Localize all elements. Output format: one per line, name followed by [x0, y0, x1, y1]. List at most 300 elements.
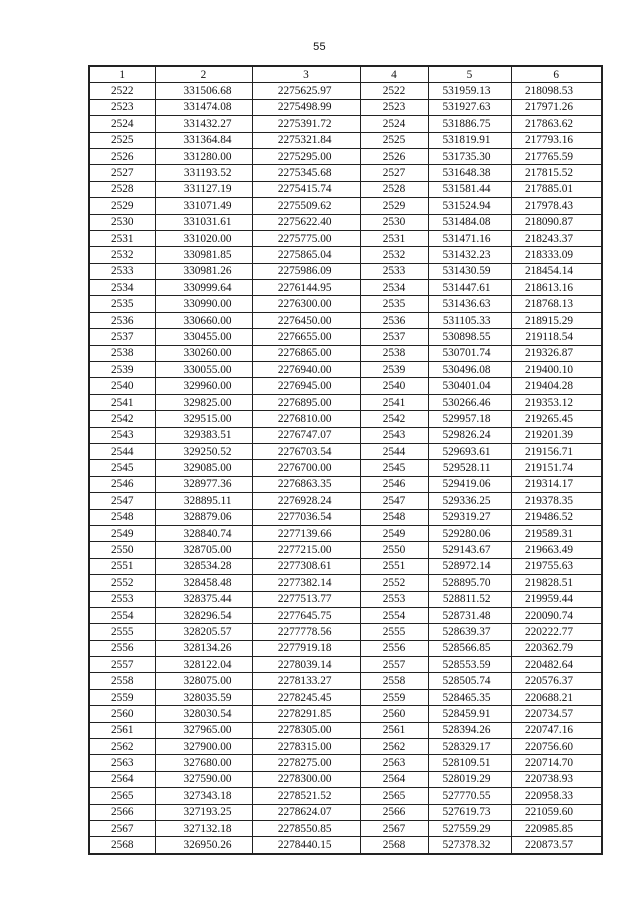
point-number-a-cell: 2568	[89, 837, 155, 854]
y-coordinate-a-cell: 2278133.27	[252, 673, 360, 689]
point-number-b-cell: 2525	[360, 132, 428, 148]
x-coordinate-a-cell: 328705.00	[155, 542, 252, 558]
y-coordinate-a-cell: 2275321.84	[252, 132, 360, 148]
table-row	[89, 722, 602, 738]
x-coordinate-b-cell: 528566.85	[428, 640, 511, 656]
point-number-b-cell: 2568	[360, 837, 428, 854]
table-row	[89, 820, 602, 836]
table-row	[89, 804, 602, 820]
point-number-a-cell: 2555	[89, 624, 155, 640]
y-coordinate-b-cell: 219378.35	[511, 493, 602, 509]
y-coordinate-a-cell: 2277513.77	[252, 591, 360, 607]
point-number-b-cell: 2530	[360, 214, 428, 230]
x-coordinate-a-cell: 330999.64	[155, 280, 252, 296]
table-row	[89, 673, 602, 689]
point-number-a-cell: 2545	[89, 460, 155, 476]
point-number-b-cell: 2547	[360, 493, 428, 509]
table-row	[89, 116, 602, 132]
point-number-b-cell: 2533	[360, 263, 428, 279]
y-coordinate-b-cell: 220958.33	[511, 788, 602, 804]
y-coordinate-a-cell: 2278305.00	[252, 722, 360, 738]
point-number-b-cell: 2527	[360, 165, 428, 181]
table-row	[89, 181, 602, 197]
x-coordinate-b-cell: 528109.51	[428, 755, 511, 771]
point-number-b-cell: 2546	[360, 476, 428, 492]
y-coordinate-b-cell: 219201.39	[511, 427, 602, 443]
table-row	[89, 493, 602, 509]
point-number-a-cell: 2530	[89, 214, 155, 230]
table-row	[89, 148, 602, 164]
y-coordinate-a-cell: 2277645.75	[252, 607, 360, 623]
y-coordinate-b-cell: 220482.64	[511, 657, 602, 673]
y-coordinate-b-cell: 218613.16	[511, 280, 602, 296]
y-coordinate-b-cell: 218098.53	[511, 83, 602, 99]
table-row	[89, 329, 602, 345]
y-coordinate-a-cell: 2275391.72	[252, 116, 360, 132]
column-header-4: 4	[360, 66, 428, 83]
y-coordinate-a-cell: 2278440.15	[252, 837, 360, 854]
x-coordinate-a-cell: 331364.84	[155, 132, 252, 148]
x-coordinate-a-cell: 327193.25	[155, 804, 252, 820]
y-coordinate-a-cell: 2275345.68	[252, 165, 360, 181]
table-row	[89, 624, 602, 640]
x-coordinate-a-cell: 327680.00	[155, 755, 252, 771]
table-row	[89, 443, 602, 459]
point-number-b-cell: 2541	[360, 394, 428, 410]
point-number-b-cell: 2548	[360, 509, 428, 525]
point-number-b-cell: 2551	[360, 558, 428, 574]
y-coordinate-a-cell: 2277919.18	[252, 640, 360, 656]
y-coordinate-b-cell: 219118.54	[511, 329, 602, 345]
y-coordinate-b-cell: 218333.09	[511, 247, 602, 263]
table-row	[89, 362, 602, 378]
table-row	[89, 198, 602, 214]
y-coordinate-b-cell: 220576.37	[511, 673, 602, 689]
x-coordinate-b-cell: 531581.44	[428, 181, 511, 197]
y-coordinate-a-cell: 2278291.85	[252, 706, 360, 722]
point-number-b-cell: 2526	[360, 148, 428, 164]
point-number-a-cell: 2542	[89, 411, 155, 427]
y-coordinate-a-cell: 2275295.00	[252, 148, 360, 164]
y-coordinate-b-cell: 219400.10	[511, 362, 602, 378]
point-number-a-cell: 2559	[89, 689, 155, 705]
y-coordinate-b-cell: 217815.52	[511, 165, 602, 181]
table-row	[89, 837, 602, 854]
y-coordinate-a-cell: 2277215.00	[252, 542, 360, 558]
point-number-b-cell: 2531	[360, 230, 428, 246]
column-header-6: 6	[511, 66, 602, 83]
table-row	[89, 132, 602, 148]
x-coordinate-b-cell: 530898.55	[428, 329, 511, 345]
x-coordinate-b-cell: 528731.48	[428, 607, 511, 623]
x-coordinate-a-cell: 331474.08	[155, 99, 252, 115]
x-coordinate-a-cell: 329383.51	[155, 427, 252, 443]
point-number-a-cell: 2538	[89, 345, 155, 361]
point-number-b-cell: 2529	[360, 198, 428, 214]
table-row	[89, 378, 602, 394]
point-number-a-cell: 2539	[89, 362, 155, 378]
x-coordinate-a-cell: 330981.26	[155, 263, 252, 279]
x-coordinate-a-cell: 328296.54	[155, 607, 252, 623]
x-coordinate-b-cell: 528505.74	[428, 673, 511, 689]
table-row	[89, 99, 602, 115]
x-coordinate-b-cell: 528895.70	[428, 575, 511, 591]
table-header-row	[89, 66, 602, 83]
y-coordinate-a-cell: 2277036.54	[252, 509, 360, 525]
x-coordinate-a-cell: 331020.00	[155, 230, 252, 246]
point-number-a-cell: 2532	[89, 247, 155, 263]
table-row	[89, 509, 602, 525]
x-coordinate-a-cell: 329515.00	[155, 411, 252, 427]
y-coordinate-b-cell: 220090.74	[511, 607, 602, 623]
point-number-a-cell: 2558	[89, 673, 155, 689]
x-coordinate-a-cell: 329085.00	[155, 460, 252, 476]
point-number-b-cell: 2562	[360, 739, 428, 755]
y-coordinate-b-cell: 219959.44	[511, 591, 602, 607]
y-coordinate-b-cell: 218454.14	[511, 263, 602, 279]
table-row	[89, 214, 602, 230]
x-coordinate-b-cell: 529419.06	[428, 476, 511, 492]
y-coordinate-b-cell: 220714.70	[511, 755, 602, 771]
y-coordinate-b-cell: 219486.52	[511, 509, 602, 525]
point-number-b-cell: 2565	[360, 788, 428, 804]
y-coordinate-a-cell: 2276655.00	[252, 329, 360, 345]
table-row	[89, 411, 602, 427]
table-row	[89, 263, 602, 279]
y-coordinate-a-cell: 2276450.00	[252, 312, 360, 328]
point-number-b-cell: 2542	[360, 411, 428, 427]
x-coordinate-a-cell: 327965.00	[155, 722, 252, 738]
x-coordinate-b-cell: 531959.13	[428, 83, 511, 99]
point-number-b-cell: 2561	[360, 722, 428, 738]
y-coordinate-b-cell: 218243.37	[511, 230, 602, 246]
x-coordinate-a-cell: 329250.52	[155, 443, 252, 459]
x-coordinate-b-cell: 527559.29	[428, 820, 511, 836]
y-coordinate-a-cell: 2276940.00	[252, 362, 360, 378]
y-coordinate-b-cell: 217793.16	[511, 132, 602, 148]
y-coordinate-b-cell: 220222.77	[511, 624, 602, 640]
point-number-b-cell: 2564	[360, 771, 428, 787]
x-coordinate-a-cell: 331193.52	[155, 165, 252, 181]
page-number: 55	[313, 41, 326, 53]
point-number-b-cell: 2560	[360, 706, 428, 722]
x-coordinate-b-cell: 531430.59	[428, 263, 511, 279]
y-coordinate-a-cell: 2278521.52	[252, 788, 360, 804]
x-coordinate-b-cell: 528639.37	[428, 624, 511, 640]
point-number-b-cell: 2555	[360, 624, 428, 640]
point-number-b-cell: 2557	[360, 657, 428, 673]
y-coordinate-a-cell: 2276300.00	[252, 296, 360, 312]
point-number-b-cell: 2539	[360, 362, 428, 378]
point-number-a-cell: 2527	[89, 165, 155, 181]
x-coordinate-a-cell: 329825.00	[155, 394, 252, 410]
y-coordinate-a-cell: 2276865.00	[252, 345, 360, 361]
y-coordinate-a-cell: 2275622.40	[252, 214, 360, 230]
y-coordinate-a-cell: 2276895.00	[252, 394, 360, 410]
point-number-b-cell: 2556	[360, 640, 428, 656]
point-number-a-cell: 2522	[89, 83, 155, 99]
x-coordinate-a-cell: 328879.06	[155, 509, 252, 525]
y-coordinate-a-cell: 2276810.00	[252, 411, 360, 427]
table-row	[89, 460, 602, 476]
table-row	[89, 542, 602, 558]
table-row	[89, 345, 602, 361]
y-coordinate-b-cell: 219755.63	[511, 558, 602, 574]
x-coordinate-b-cell: 529528.11	[428, 460, 511, 476]
x-coordinate-a-cell: 328977.36	[155, 476, 252, 492]
y-coordinate-b-cell: 219663.49	[511, 542, 602, 558]
point-number-b-cell: 2535	[360, 296, 428, 312]
table-row	[89, 165, 602, 181]
y-coordinate-a-cell: 2276945.00	[252, 378, 360, 394]
x-coordinate-b-cell: 531471.16	[428, 230, 511, 246]
x-coordinate-a-cell: 328840.74	[155, 525, 252, 541]
y-coordinate-a-cell: 2275415.74	[252, 181, 360, 197]
y-coordinate-a-cell: 2276747.07	[252, 427, 360, 443]
x-coordinate-b-cell: 531648.38	[428, 165, 511, 181]
point-number-b-cell: 2566	[360, 804, 428, 820]
table-row	[89, 247, 602, 263]
y-coordinate-a-cell: 2276863.35	[252, 476, 360, 492]
y-coordinate-a-cell: 2276144.95	[252, 280, 360, 296]
x-coordinate-b-cell: 531927.63	[428, 99, 511, 115]
y-coordinate-a-cell: 2277778.56	[252, 624, 360, 640]
table-row	[89, 755, 602, 771]
point-number-a-cell: 2540	[89, 378, 155, 394]
y-coordinate-b-cell: 218915.29	[511, 312, 602, 328]
x-coordinate-b-cell: 528465.35	[428, 689, 511, 705]
point-number-a-cell: 2556	[89, 640, 155, 656]
x-coordinate-a-cell: 328075.00	[155, 673, 252, 689]
point-number-b-cell: 2558	[360, 673, 428, 689]
y-coordinate-b-cell: 219265.45	[511, 411, 602, 427]
point-number-a-cell: 2526	[89, 148, 155, 164]
x-coordinate-a-cell: 330990.00	[155, 296, 252, 312]
x-coordinate-b-cell: 529143.67	[428, 542, 511, 558]
x-coordinate-b-cell: 528019.29	[428, 771, 511, 787]
x-coordinate-a-cell: 327132.18	[155, 820, 252, 836]
y-coordinate-b-cell: 220756.60	[511, 739, 602, 755]
x-coordinate-b-cell: 531735.30	[428, 148, 511, 164]
y-coordinate-a-cell: 2276700.00	[252, 460, 360, 476]
x-coordinate-a-cell: 328375.44	[155, 591, 252, 607]
y-coordinate-a-cell: 2275865.04	[252, 247, 360, 263]
x-coordinate-a-cell: 327590.00	[155, 771, 252, 787]
point-number-b-cell: 2522	[360, 83, 428, 99]
point-number-a-cell: 2536	[89, 312, 155, 328]
point-number-a-cell: 2563	[89, 755, 155, 771]
y-coordinate-b-cell: 219314.17	[511, 476, 602, 492]
y-coordinate-a-cell: 2277308.61	[252, 558, 360, 574]
x-coordinate-a-cell: 326950.26	[155, 837, 252, 854]
y-coordinate-b-cell: 218090.87	[511, 214, 602, 230]
y-coordinate-b-cell: 219156.71	[511, 443, 602, 459]
y-coordinate-a-cell: 2278624.07	[252, 804, 360, 820]
x-coordinate-a-cell: 331280.00	[155, 148, 252, 164]
table-row	[89, 771, 602, 787]
table-row	[89, 394, 602, 410]
point-number-a-cell: 2547	[89, 493, 155, 509]
x-coordinate-a-cell: 329960.00	[155, 378, 252, 394]
x-coordinate-b-cell: 528459.91	[428, 706, 511, 722]
x-coordinate-a-cell: 331031.61	[155, 214, 252, 230]
x-coordinate-b-cell: 531819.91	[428, 132, 511, 148]
y-coordinate-a-cell: 2277139.66	[252, 525, 360, 541]
y-coordinate-b-cell: 217765.59	[511, 148, 602, 164]
table-row	[89, 312, 602, 328]
table-row	[89, 558, 602, 574]
x-coordinate-b-cell: 528811.52	[428, 591, 511, 607]
y-coordinate-b-cell: 217863.62	[511, 116, 602, 132]
y-coordinate-b-cell: 220688.21	[511, 689, 602, 705]
y-coordinate-a-cell: 2275775.00	[252, 230, 360, 246]
y-coordinate-a-cell: 2275498.99	[252, 99, 360, 115]
table-row	[89, 591, 602, 607]
table-row	[89, 575, 602, 591]
y-coordinate-b-cell: 220734.57	[511, 706, 602, 722]
point-number-a-cell: 2551	[89, 558, 155, 574]
table-row	[89, 640, 602, 656]
point-number-b-cell: 2552	[360, 575, 428, 591]
x-coordinate-a-cell: 328134.26	[155, 640, 252, 656]
x-coordinate-b-cell: 531484.08	[428, 214, 511, 230]
table-row	[89, 83, 602, 99]
table-row	[89, 525, 602, 541]
y-coordinate-b-cell: 219404.28	[511, 378, 602, 394]
point-number-b-cell: 2545	[360, 460, 428, 476]
x-coordinate-b-cell: 529826.24	[428, 427, 511, 443]
point-number-b-cell: 2553	[360, 591, 428, 607]
point-number-a-cell: 2564	[89, 771, 155, 787]
point-number-a-cell: 2566	[89, 804, 155, 820]
point-number-b-cell: 2538	[360, 345, 428, 361]
x-coordinate-b-cell: 531886.75	[428, 116, 511, 132]
column-header-2: 2	[155, 66, 252, 83]
point-number-b-cell: 2549	[360, 525, 428, 541]
y-coordinate-a-cell: 2276928.24	[252, 493, 360, 509]
x-coordinate-a-cell: 327343.18	[155, 788, 252, 804]
x-coordinate-a-cell: 328030.54	[155, 706, 252, 722]
point-number-a-cell: 2552	[89, 575, 155, 591]
y-coordinate-b-cell: 219151.74	[511, 460, 602, 476]
table-row	[89, 427, 602, 443]
point-number-a-cell: 2524	[89, 116, 155, 132]
table-row	[89, 296, 602, 312]
point-number-a-cell: 2544	[89, 443, 155, 459]
column-header-1: 1	[89, 66, 155, 83]
y-coordinate-a-cell: 2278275.00	[252, 755, 360, 771]
point-number-b-cell: 2523	[360, 99, 428, 115]
y-coordinate-a-cell: 2275986.09	[252, 263, 360, 279]
y-coordinate-b-cell: 217885.01	[511, 181, 602, 197]
point-number-a-cell: 2562	[89, 739, 155, 755]
x-coordinate-b-cell: 529693.61	[428, 443, 511, 459]
point-number-a-cell: 2565	[89, 788, 155, 804]
y-coordinate-b-cell: 220873.57	[511, 837, 602, 854]
x-coordinate-a-cell: 328205.57	[155, 624, 252, 640]
point-number-a-cell: 2523	[89, 99, 155, 115]
point-number-a-cell: 2561	[89, 722, 155, 738]
x-coordinate-b-cell: 530266.46	[428, 394, 511, 410]
table-row	[89, 607, 602, 623]
point-number-b-cell: 2536	[360, 312, 428, 328]
y-coordinate-b-cell: 221059.60	[511, 804, 602, 820]
table-row	[89, 706, 602, 722]
y-coordinate-b-cell: 220747.16	[511, 722, 602, 738]
table-row	[89, 689, 602, 705]
y-coordinate-b-cell: 217971.26	[511, 99, 602, 115]
y-coordinate-b-cell: 217978.43	[511, 198, 602, 214]
y-coordinate-a-cell: 2277382.14	[252, 575, 360, 591]
y-coordinate-a-cell: 2278245.45	[252, 689, 360, 705]
x-coordinate-b-cell: 529319.27	[428, 509, 511, 525]
point-number-a-cell: 2567	[89, 820, 155, 836]
x-coordinate-a-cell: 331432.27	[155, 116, 252, 132]
y-coordinate-b-cell: 219326.87	[511, 345, 602, 361]
point-number-a-cell: 2548	[89, 509, 155, 525]
point-number-a-cell: 2543	[89, 427, 155, 443]
y-coordinate-b-cell: 218768.13	[511, 296, 602, 312]
point-number-a-cell: 2531	[89, 230, 155, 246]
table-row	[89, 280, 602, 296]
y-coordinate-a-cell: 2278300.00	[252, 771, 360, 787]
point-number-b-cell: 2554	[360, 607, 428, 623]
x-coordinate-a-cell: 330260.00	[155, 345, 252, 361]
point-number-b-cell: 2567	[360, 820, 428, 836]
point-number-a-cell: 2546	[89, 476, 155, 492]
point-number-b-cell: 2524	[360, 116, 428, 132]
column-header-3: 3	[252, 66, 360, 83]
point-number-a-cell: 2560	[89, 706, 155, 722]
y-coordinate-a-cell: 2278315.00	[252, 739, 360, 755]
x-coordinate-a-cell: 331071.49	[155, 198, 252, 214]
x-coordinate-a-cell: 331127.19	[155, 181, 252, 197]
x-coordinate-b-cell: 528972.14	[428, 558, 511, 574]
coordinates-table	[88, 65, 603, 855]
x-coordinate-b-cell: 530401.04	[428, 378, 511, 394]
y-coordinate-b-cell: 219353.12	[511, 394, 602, 410]
y-coordinate-a-cell: 2278039.14	[252, 657, 360, 673]
x-coordinate-a-cell: 330055.00	[155, 362, 252, 378]
point-number-a-cell: 2550	[89, 542, 155, 558]
point-number-b-cell: 2528	[360, 181, 428, 197]
x-coordinate-b-cell: 528553.59	[428, 657, 511, 673]
y-coordinate-b-cell: 220362.79	[511, 640, 602, 656]
point-number-a-cell: 2554	[89, 607, 155, 623]
point-number-b-cell: 2550	[360, 542, 428, 558]
y-coordinate-a-cell: 2275509.62	[252, 198, 360, 214]
point-number-b-cell: 2559	[360, 689, 428, 705]
point-number-b-cell: 2532	[360, 247, 428, 263]
x-coordinate-a-cell: 330981.85	[155, 247, 252, 263]
x-coordinate-b-cell: 529957.18	[428, 411, 511, 427]
y-coordinate-b-cell: 219589.31	[511, 525, 602, 541]
x-coordinate-a-cell: 328534.28	[155, 558, 252, 574]
x-coordinate-b-cell: 527619.73	[428, 804, 511, 820]
x-coordinate-b-cell: 531432.23	[428, 247, 511, 263]
table-row	[89, 476, 602, 492]
y-coordinate-a-cell: 2276703.54	[252, 443, 360, 459]
point-number-a-cell: 2549	[89, 525, 155, 541]
y-coordinate-b-cell: 220738.93	[511, 771, 602, 787]
x-coordinate-a-cell: 328035.59	[155, 689, 252, 705]
x-coordinate-b-cell: 531524.94	[428, 198, 511, 214]
column-header-5: 5	[428, 66, 511, 83]
point-number-a-cell: 2534	[89, 280, 155, 296]
point-number-b-cell: 2537	[360, 329, 428, 345]
x-coordinate-b-cell: 529280.06	[428, 525, 511, 541]
x-coordinate-b-cell: 529336.25	[428, 493, 511, 509]
